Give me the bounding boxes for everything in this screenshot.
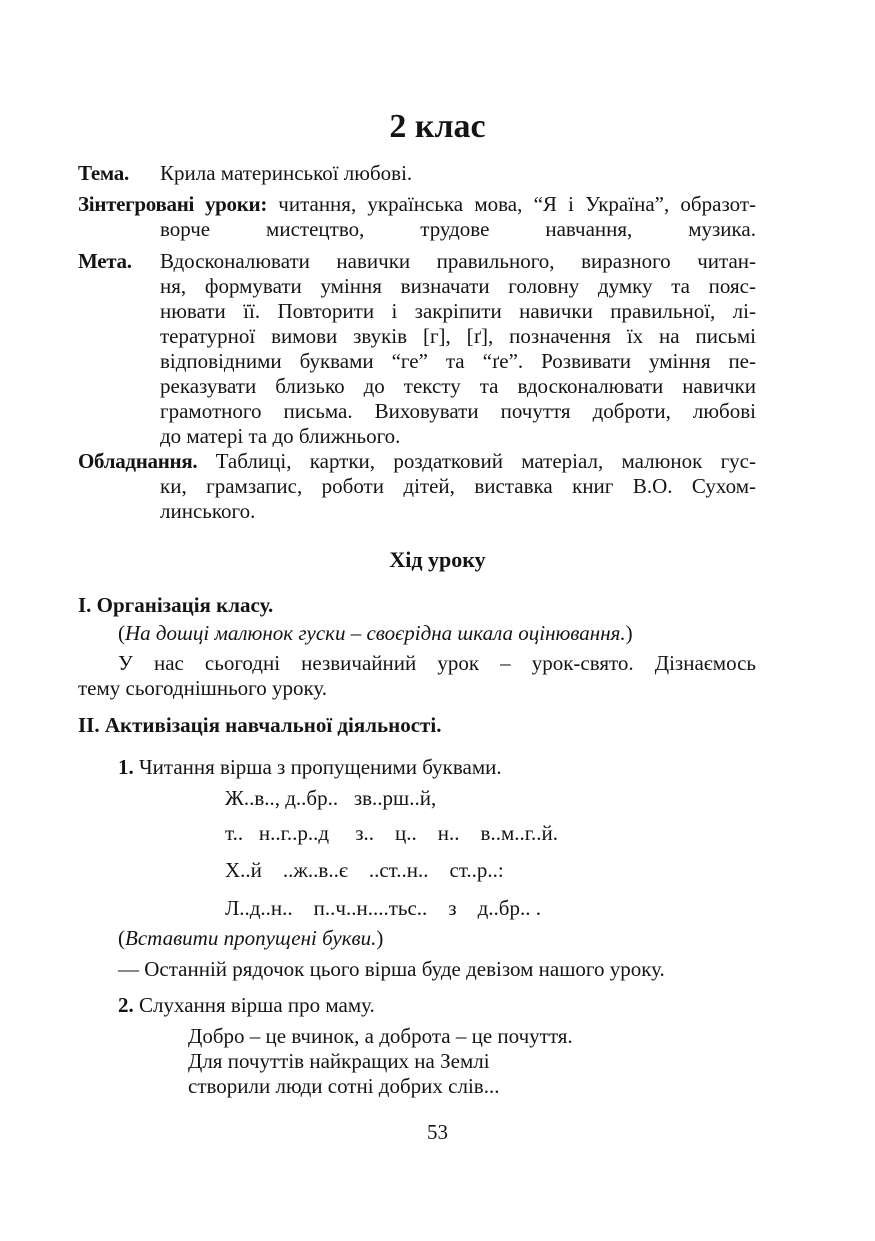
verse-gap-line: Ж..в.., д..бр.. зв..рш..й, <box>225 786 437 810</box>
equipment-label: Обладнання. <box>78 449 198 473</box>
section-2-heading: ІІ. Активізація навчальної діяльності. <box>78 713 442 737</box>
goal-line: тературної вимови звуків [г], [ґ], позначення їх на письмі <box>160 324 756 348</box>
task-1: 1. Читання вірша з пропущеними буквами. <box>118 755 502 779</box>
goal-line: до матері та до ближнього. <box>160 424 401 448</box>
lesson-motto-line: — Останній рядочок цього вірша буде девізом нашого уроку. <box>118 957 665 981</box>
task-2: 2. Слухання вірша про маму. <box>118 993 375 1017</box>
intro-paragraph-line-1: У нас сьогодні незвичайний урок – урок-свято. Дізнаємось <box>118 651 756 675</box>
integrated-lessons-line-1: Зінтегровані уроки: читання, українська мова, “Я і Україна”, образот- <box>78 192 757 216</box>
equipment-line-2: ки, грамзапис, роботи дітей, виставка книг В.О. Сухом- <box>160 474 756 498</box>
integrated-lessons-line-2: ворче мистецтво, трудове навчання, музика. <box>160 217 756 241</box>
goal-line: реказувати близько до тексту та вдосконалювати навички <box>160 374 756 398</box>
integrated-lessons-label: Зінтегровані уроки: <box>78 192 268 216</box>
section-1-heading: І. Організація класу. <box>78 593 274 617</box>
goal-line: нювати її. Повторити і закріпити навички правильної, лі- <box>160 299 756 323</box>
verse-gap-line: т.. н..г..р..д з.. ц.. н.. в..м..г..й. <box>225 821 558 845</box>
poem-line: Для почуттів найкращих на Землі <box>188 1049 490 1073</box>
task-2-number: 2. <box>118 993 134 1017</box>
equipment-line-1: Обладнання. Таблиці, картки, роздатковий матеріал, малюнок гус- <box>78 449 756 473</box>
verse-gap-line: Х..й ..ж..в..є ..ст..н.. ст..р..: <box>225 858 504 882</box>
page-number: 53 <box>427 1120 448 1144</box>
verse-gap-line: Л..д..н.. п..ч..н....тьс.. з д..бр.. . <box>225 896 541 920</box>
board-note: (На дошці малюнок гуски – своєрідна шкала оцінювання.) <box>118 621 633 645</box>
equipment-line-3: линського. <box>160 499 256 523</box>
tema-text: Крила материнської любові. <box>160 161 413 185</box>
page-title: 2 клас <box>389 108 486 145</box>
poem-line: Добро – це вчинок, а доброта – це почуття. <box>188 1024 573 1048</box>
goal-label: Мета. <box>78 249 132 273</box>
goal-line: ня, формувати уміння визначати головну думку та пояс- <box>160 274 756 298</box>
intro-paragraph-line-2: тему сьогоднішнього уроку. <box>78 676 328 700</box>
goal-line: Вдосконалювати навички правильного, виразного читан- <box>160 249 756 273</box>
lesson-progress-heading: Хід уроку <box>389 547 486 572</box>
task-1-number: 1. <box>118 755 134 779</box>
insert-letters-note: (Вставити пропущені букви.) <box>118 926 384 950</box>
goal-line: відповідними буквами “ге” та “ґе”. Розвивати уміння пе- <box>160 349 756 373</box>
tema-label: Тема. <box>78 161 129 185</box>
goal-line: грамотного письма. Виховувати почуття доброти, любові <box>160 399 756 423</box>
poem-line: створили люди сотні добрих слів... <box>188 1074 500 1098</box>
